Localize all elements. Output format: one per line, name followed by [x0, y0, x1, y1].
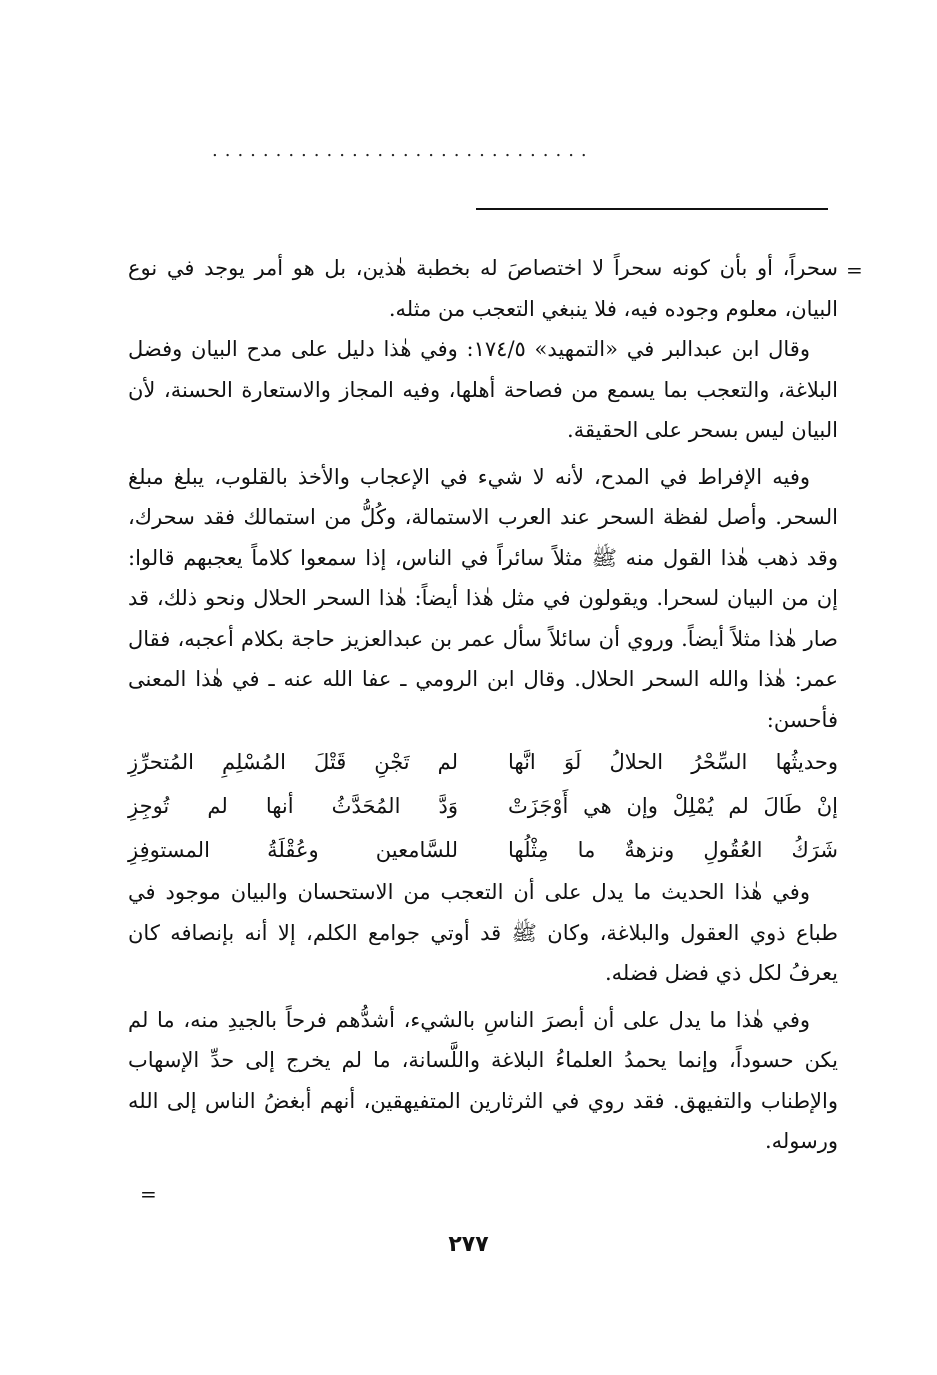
verse-second-hemistich: وَدَّ المُحَدَّثُ أنها لم تُوجِزِ [128, 794, 458, 818]
poem-verse-2 [128, 784, 838, 828]
poem-verse-1 [128, 740, 838, 784]
verse-first-hemistich: شَرَكُ العُقُولِ ونزهةٌ ما مِثْلُها [508, 838, 838, 862]
paragraph-4: وفي هٰذا الحديث ما يدل على أن التعجب من الاستحسان والبيان موجود في طباع ذوي العقول والبلاغة، وكان ﷺ قد أوتي جوامع الكلم، إلا أنه بإنصافه كان يعرفُ لكل ذي فضل فضله. [128, 880, 838, 985]
footnote-rule [476, 208, 828, 210]
continuation-marker-bottom: = [140, 1182, 157, 1206]
paragraph-1: سحراً، أو بأن كونه سحراً لا اختصاصَ له بخطبة هٰذين، بل هو أمر يوجد في نوع البيان، معلوم وجوده فيه، فلا ينبغي التعجب من مثله. [128, 256, 838, 321]
footnote-text [128, 248, 838, 1162]
dotted-separator: .............................. [212, 140, 594, 161]
poem [128, 740, 838, 872]
continuation-marker-top: = [846, 258, 863, 282]
paragraph-2: وقال ابن عبدالبر في «التمهيد» ١٧٤/٥: وفي هٰذا دليل على مدح البيان وفضل البلاغة، والتعجب بما يسمع من فصاحة أهلها، وفيه المجاز والاستعارة الحسنة، لأن البيان ليس بسحر على الحقيقة. [128, 337, 838, 442]
verse-second-hemistich: للسَّامعين وعُقْلَةُ المستوفِزِ [128, 838, 458, 862]
paragraph-5: وفي هٰذا ما يدل على أن أبصرَ الناسِ بالشيء، أشدُّهم فرحاً بالجيدِ منه، ما لم يكن حسوداً، وإنما يحمدُ العلماءُ البلاغة واللَّسانة، ما لم يخرج إلى حدِّ الإسهاب والإطناب والتفيهق. فقد روي في الثرثارين المتفيهقين، أنهم أبغضُ الناس إلى الله ورسوله. [128, 1007, 838, 1153]
verse-first-hemistich: إنْ طَالَ لم يُمْلِلْ وإن هي أَوْجَزَتْ [508, 794, 838, 818]
poem-verse-3 [128, 828, 838, 872]
verse-first-hemistich: وحديثُها السِّحْرُ الحلالُ لَوَ انَّها [508, 750, 838, 774]
page-number: ٢٧٧ [448, 1232, 489, 1257]
paragraph-3: وفيه الإفراط في المدح، لأنه لا شيء في الإعجاب والأخذ بالقلوب، يبلغ مبلغ السحر. وأصل لفظة السحر عند العرب الاستمالة، وكُلُّ من استمالك فقد سحرك، وقد ذهب هٰذا القول منه ﷺ مثلاً سائراً في الناس، إذا سمعوا كلاماً يعجبهم قالوا: إن من البيان لسحرا. ويقولون في مثل هٰذا أيضاً: هٰذا السحر الحلال ونحو ذلك، قد صار هٰذا مثلاً أيضاً. وروي أن سائلاً سأل عمر بن عبدالعزيز حاجة بكلام أعجبه، فقال عمر: هٰذا والله السحر الحلال. وقال ابن الرومي ـ عفا الله عنه ـ في هٰذا المعنى فأحسن: [128, 464, 838, 732]
verse-second-hemistich: لم تَجْنِ قَتْلَ المُسْلِمِ المُتحرِّزِ [128, 750, 458, 774]
